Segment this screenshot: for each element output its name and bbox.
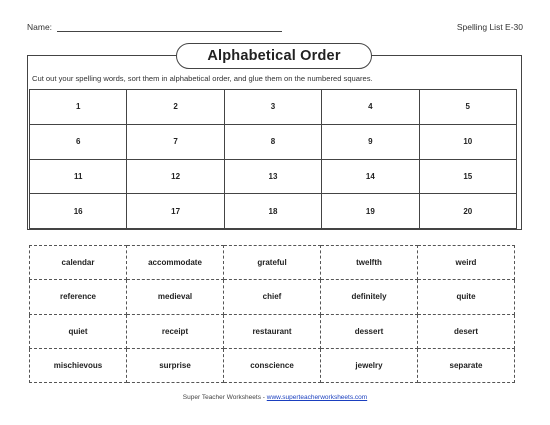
word-card: definitely	[321, 280, 418, 314]
word-card: dessert	[321, 314, 418, 348]
word-card: conscience	[224, 348, 321, 382]
grid-row	[30, 159, 517, 194]
numbered-square: 17	[127, 194, 224, 229]
grid-row	[30, 194, 517, 229]
numbered-square: 14	[322, 159, 419, 194]
grid-row	[30, 246, 515, 280]
word-card: receipt	[127, 314, 224, 348]
word-card: medieval	[127, 280, 224, 314]
grid-row	[30, 314, 515, 348]
word-card: quiet	[30, 314, 127, 348]
word-card: calendar	[30, 246, 127, 280]
numbered-square: 9	[322, 124, 419, 159]
numbered-squares-grid	[29, 89, 517, 229]
word-card: accommodate	[127, 246, 224, 280]
word-card: quite	[418, 280, 515, 314]
numbered-square: 7	[127, 124, 224, 159]
numbered-square: 2	[127, 90, 224, 125]
word-card: reference	[30, 280, 127, 314]
grid-row	[30, 348, 515, 382]
footer-link[interactable]: www.superteacherworksheets.com	[266, 394, 368, 401]
numbered-square: 4	[322, 90, 419, 125]
word-card: surprise	[127, 348, 224, 382]
numbered-square: 16	[30, 194, 127, 229]
numbered-square: 20	[419, 194, 516, 229]
word-card: chief	[224, 280, 321, 314]
worksheet-title: Alphabetical Order	[176, 43, 372, 69]
numbered-square: 5	[419, 90, 516, 125]
numbered-square: 6	[30, 124, 127, 159]
word-card: weird	[418, 246, 515, 280]
numbered-square: 1	[30, 90, 127, 125]
name-label: Name:	[27, 22, 53, 32]
worksheet-header	[27, 22, 523, 34]
name-line	[57, 31, 282, 32]
word-card: mischievous	[30, 348, 127, 382]
grid-row	[30, 90, 517, 125]
word-card: twelfth	[321, 246, 418, 280]
spelling-list-id: Spelling List E-30	[456, 22, 523, 32]
numbered-square: 15	[419, 159, 516, 194]
word-card: separate	[418, 348, 515, 382]
word-card: restaurant	[224, 314, 321, 348]
footer	[0, 394, 550, 401]
numbered-square: 8	[224, 124, 321, 159]
numbered-square: 12	[127, 159, 224, 194]
word-card: desert	[418, 314, 515, 348]
numbered-square: 19	[322, 194, 419, 229]
numbered-square: 18	[224, 194, 321, 229]
word-cutout-grid	[29, 245, 515, 383]
footer-text: Super Teacher Worksheets -	[182, 394, 267, 401]
numbered-square: 3	[224, 90, 321, 125]
instructions: Cut out your spelling words, sort them in alphabetical order, and glue them on the numbered squares.	[32, 74, 373, 83]
grid-row	[30, 124, 517, 159]
word-card: grateful	[224, 246, 321, 280]
numbered-square: 11	[30, 159, 127, 194]
numbered-square: 10	[419, 124, 516, 159]
word-card: jewelry	[321, 348, 418, 382]
grid-row	[30, 280, 515, 314]
numbered-square: 13	[224, 159, 321, 194]
